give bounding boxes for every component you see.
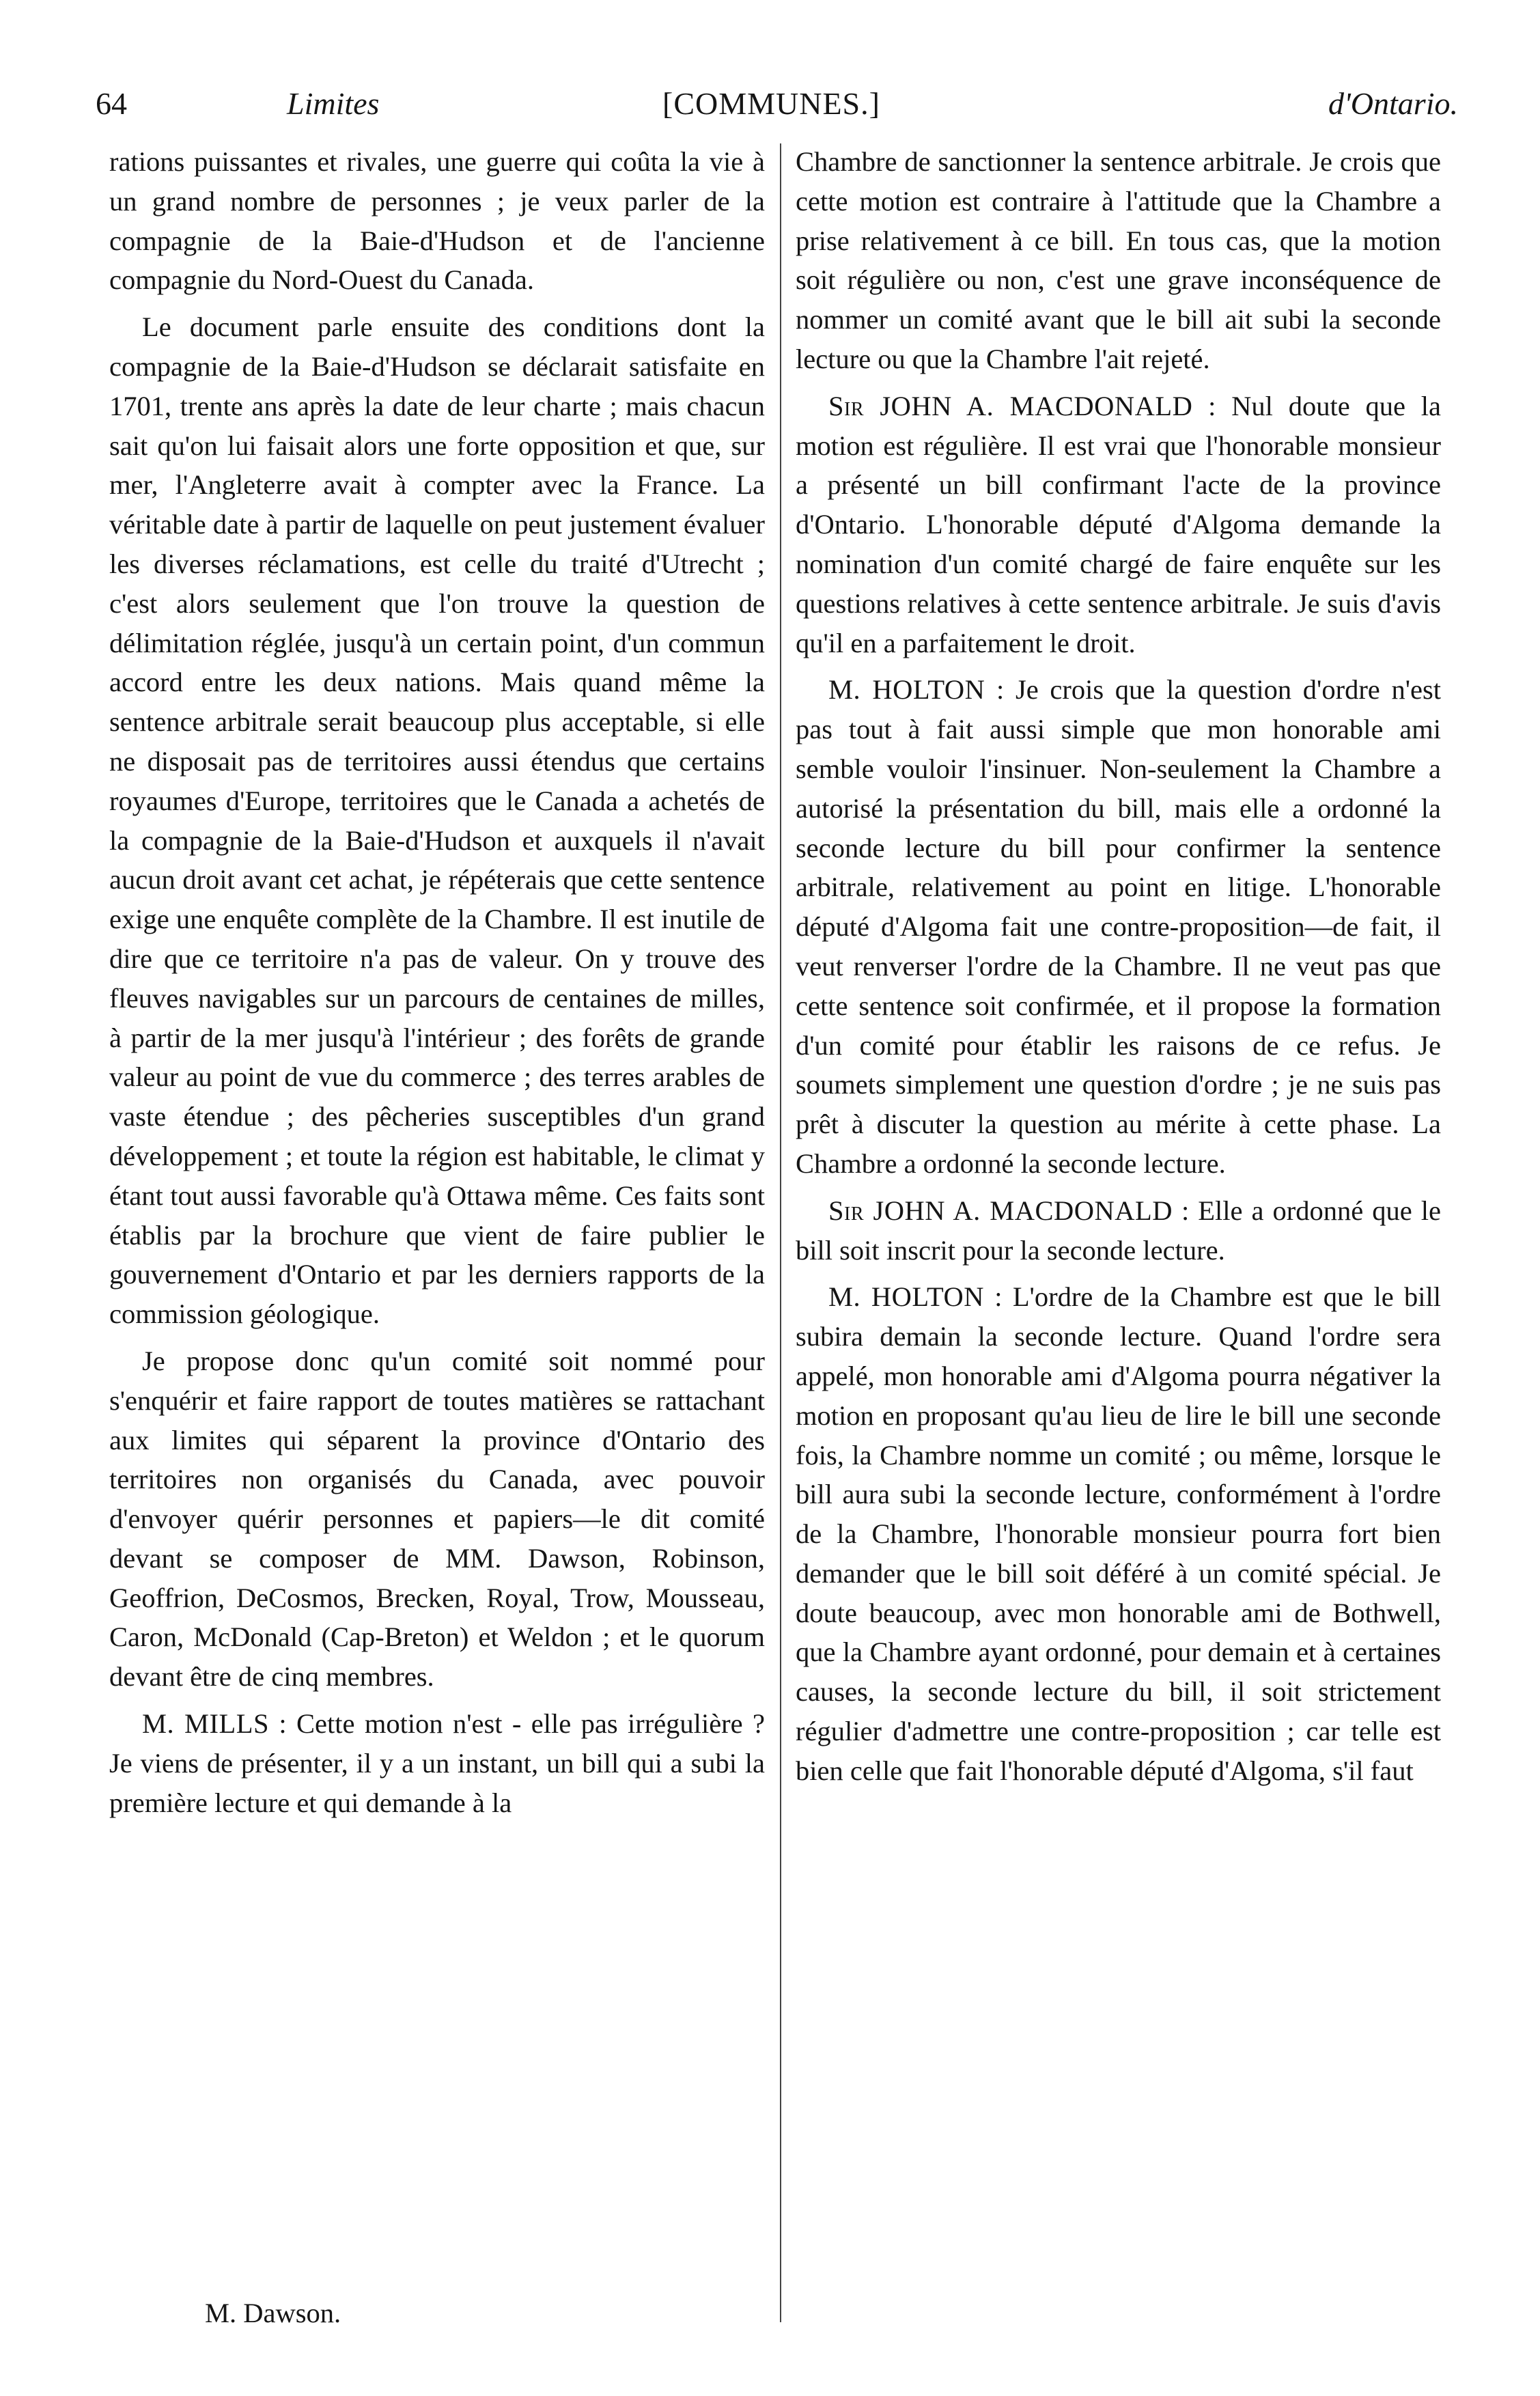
speech-text: : Nul doute que la motion est régulière. Il est vrai que l'honorable monsieur a présenté un bill confirmant l'acte de la province d'Ontario. L'honorable député d'Algoma demande la nomination d'un comité chargé de faire enquête sur les questions relatives à cette sentence arbitrale. Je suis d'avis qu'il en a parfaitement le droit. bbox=[796, 390, 1442, 658]
running-header bbox=[96, 76, 1458, 131]
left-text-column bbox=[109, 142, 765, 1830]
footer-catchword: M. Dawson. bbox=[205, 2298, 341, 2328]
paragraph: Je propose donc qu'un comité soit nommé pour s'enquérir et faire rapport de toutes matières se rattachant aux limites qui séparent la province d'Ontario des territoires non organisés du Canada, avec pouvoir d'envoyer quérir personnes et papiers—le dit comité devant se composer de MM. Dawson, Robinson, Geoffrion, DeCosmos, Brecken, Royal, Trow, Mousseau, Caron, McDonald (Cap-Breton) et Weldon ; et le quorum devant être de cinq membres. bbox=[109, 1345, 765, 1692]
column-divider bbox=[780, 143, 781, 2322]
speech-text: : Elle a ordonné que le bill soit inscrit pour la seconde lecture. bbox=[796, 1195, 1441, 1266]
speech-paragraph bbox=[796, 1191, 1441, 1270]
page-number: 64 bbox=[96, 86, 127, 121]
speech-text: : Je crois que la question d'ordre n'est pas tout à fait aussi simple que mon honorable ami semble vouloir l'insinuer. Non-seulement la Chambre a autorisé la présentation du bill, mais elle a ordonné la seconde lecture du bill pour confirmer la sentence arbitrale, relativement au point en litige. L'honorable député d'Algoma fait une contre-proposition—de fait, il veut renverser l'ordre de la Chambre. Il ne veut pas que cette sentence soit confirmée, et il propose la formation d'un comité pour établir les raisons de ce refus. Je soumets simplement une question d'ordre ; je ne suis pas prêt à discuter la question au mérite à cette phase. La Chambre a ordonné la seconde lecture. bbox=[796, 674, 1441, 1179]
header-center-title: [COMMUNES.] bbox=[662, 86, 880, 121]
speaker-name: Sir JOHN A. MACDONALD bbox=[828, 390, 1193, 421]
speech-paragraph bbox=[796, 387, 1441, 663]
speech-paragraph bbox=[796, 1277, 1441, 1790]
paragraph-continuation: rations puissantes et rivales, une guerre qui coûta la vie à un grand nombre de personnes ; je veux parler de la compagnie de la Baie-d'Hudson et de l'ancienne compagnie du Nord-Ouest du Canada. bbox=[109, 146, 765, 296]
speaker-name: M. HOLTON bbox=[828, 674, 985, 706]
paragraph-continuation: Chambre de sanctionner la sentence arbitrale. Je crois que cette motion est contraire à l'attitude que la Chambre a prise relativement à ce bill. En tous cas, que la motion soit régulière ou non, c'est une grave inconséquence de nommer un comité avant que le bill ait subi la seconde lecture ou que la Chambre l'ait rejeté. bbox=[796, 146, 1441, 374]
header-right-title: d'Ontario. bbox=[1328, 86, 1458, 121]
header-left-title: Limites bbox=[287, 86, 380, 121]
speech-text: : L'ordre de la Chambre est que le bill subira demain la seconde lecture. Quand l'ordre sera appelé, mon honorable ami d'Algoma pourra négativer la motion en proposant qu'au lieu de lire le bill une seconde fois, la Chambre nomme un comité ; ou même, lorsque le bill aura subi la seconde lecture, conformément à l'ordre de la Chambre, l'honorable monsieur pourra fort bien demander que le bill soit déféré à un comité spécial. Je doute beaucoup, avec mon honorable ami de Bothwell, que la Chambre ayant ordonné, pour demain et à certaines causes, la seconde lecture du bill, il soit strictement régulier d'admettre une contre-proposition ; car telle est bien celle que fait l'honorable député d'Algoma, s'il faut bbox=[796, 1281, 1441, 1786]
speech-paragraph bbox=[109, 1704, 765, 1822]
paragraph: Le document parle ensuite des conditions dont la compagnie de la Baie-d'Hudson se déclarait satisfaite en 1701, trente ans après la date de leur charte ; mais chacun sait qu'on lui faisait alors une forte opposition et que, sur mer, l'Angleterre avait à compter avec la France. La véritable date à partir de laquelle on peut justement évaluer les diverses réclamations, est celle du traité d'Utrecht ; c'est alors seulement que l'on trouve la question de délimitation réglée, jusqu'à un certain point, d'un commun accord entre les deux nations. Mais quand même la sentence arbitrale serait beaucoup plus acceptable, si elle ne disposait pas de territoires aussi étendus que certains royaumes d'Europe, territoires que le Canada a achetés de la compagnie de la Baie-d'Hudson et auxquels il n'avait aucun droit avant cet achat, je répéterais que cette sentence exige une enquête complète de la Chambre. Il est inutile de dire que ce territoire n'a pas de valeur. On y trouve des fleuves navigables sur un parcours de centaines de milles, à partir de la mer jusqu'à l'intérieur ; des forêts de grande valeur au point de vue du commerce ; des terres arables de vaste étendue ; des pêcheries susceptibles d'un grand développement ; et toute la région est habitable, le climat y étant tout aussi favorable qu'à Ottawa même. Ces faits sont établis par la brochure que vient de faire publier le gouvernement d'Ontario et par les derniers rapports de la commission géologique. bbox=[109, 311, 765, 1330]
speaker-name: M. HOLTON bbox=[828, 1281, 984, 1313]
speaker-name: Sir JOHN A. MACDONALD bbox=[828, 1195, 1173, 1226]
speaker-name: M. MILLS bbox=[142, 1708, 270, 1740]
speech-paragraph bbox=[796, 670, 1441, 1183]
right-text-column bbox=[796, 142, 1441, 1798]
speech-text: : Cette motion n'est - elle pas irrégulière ? Je viens de présenter, il y a un instant, un bill qui a subi la première lecture et qui demande à la bbox=[109, 1708, 765, 1818]
